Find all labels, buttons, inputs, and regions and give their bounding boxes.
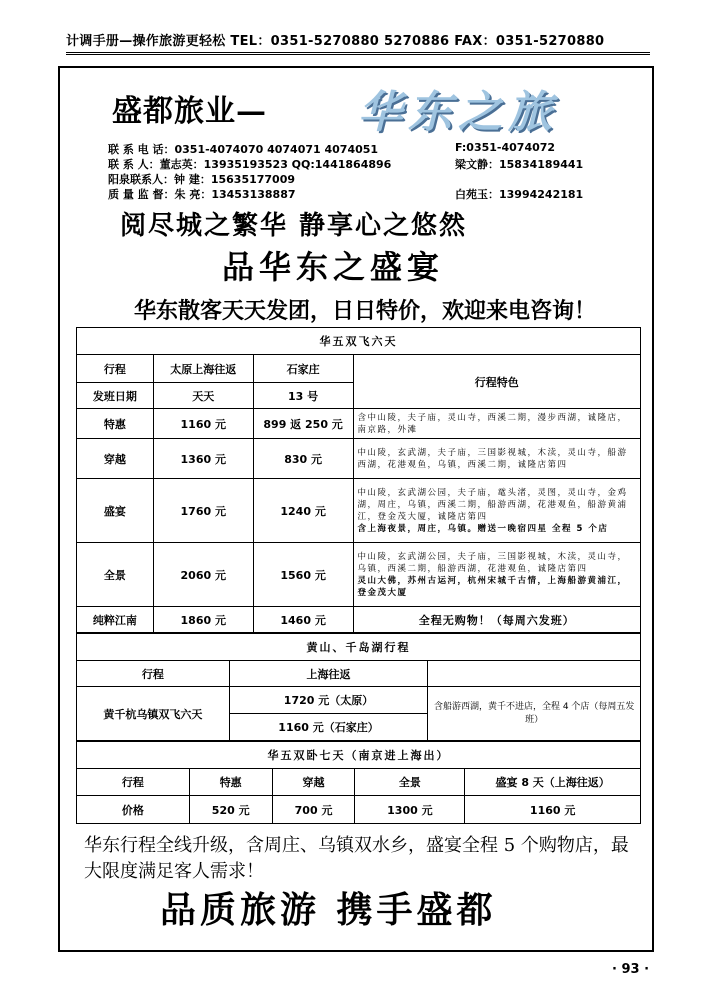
tour-table-2: [76, 633, 641, 741]
table3-h-0: 行程: [77, 769, 190, 796]
table3-title: 华五双卧七天（南京进上海出）: [77, 742, 641, 769]
table-row: [77, 479, 641, 543]
row-name: 全景: [77, 543, 154, 607]
row-price-1: 1860 元: [153, 607, 253, 633]
row-price-1: 2060 元: [153, 543, 253, 607]
row-price-2: 830 元: [253, 439, 353, 479]
table3-price-label: 价格: [77, 796, 190, 824]
table2-price-taiyuan: 1720 元（太原）: [229, 687, 428, 714]
brand-name: 盛都旅业—: [112, 94, 267, 129]
table2-price-shijiazhuang: 1160 元（石家庄）: [229, 714, 428, 741]
contact-line-2: 联 系 人：董志英：13935193523 QQ:1441864896: [108, 158, 392, 171]
contact-fax: F:0351-4074072: [455, 141, 556, 154]
table1-date-1: 天天: [153, 383, 253, 409]
row-name: 盛宴: [77, 479, 154, 543]
table2-blank: [428, 661, 641, 687]
table3-price-1: 700 元: [272, 796, 355, 824]
row-feature: 中山陵，玄武湖，夫子庙，三国影视城，木渎，灵山寺，船游西湖，花港观鱼，乌镇，西溪二期，诚隆店第四: [353, 439, 640, 479]
table-row: [77, 543, 641, 607]
table3-h-4: 盛宴 8 天（上海往返）: [465, 769, 641, 796]
tour-table-1: [76, 327, 641, 633]
row-name: 特惠: [77, 409, 154, 439]
table3-h-3: 全景: [355, 769, 465, 796]
contact-line-3: 阳泉联系人：钟 建：15635177009: [108, 173, 296, 186]
table2-title: 黄山、千岛湖行程: [77, 634, 641, 661]
page-number: · 93 ·: [612, 962, 650, 977]
table1-h-col1: 太原上海往返: [153, 355, 253, 383]
row-feature: 中山陵，玄武湖公园，夫子庙，鼋头渚，灵图，灵山寺，金鸡湖，周庄，乌镇，西溪二期，船游西湖，花港观鱼，船游黄浦江，登金茂大厦，诚隆店第四 含上海夜景，周庄，乌镇。赠送一晚宿四星 全程 5 个店: [353, 479, 640, 543]
table1-date-2: 13 号: [253, 383, 353, 409]
table-row: [77, 439, 641, 479]
table2-note: 含船游西湖，黄千不进店，全程 4 个店（每周五发班）: [428, 687, 641, 741]
table2-route-name: 黄千杭乌镇双飞六天: [77, 687, 230, 741]
contact-line-4: 质 量 监 督：朱 亮：13453138887: [108, 188, 296, 201]
slogan-3: 华东散客天天发团，日日特价，欢迎来电咨询！: [134, 299, 597, 324]
row-feature: 中山陵，玄武湖公园，夫子庙，三国影视城，木渎，灵山寺，乌镇，西溪二期，船游西湖，花港观鱼，诚隆店第四 灵山大佛，苏州古运河，杭州宋城千古情，上海船游黄浦江，登金茂大厦: [353, 543, 640, 607]
tour-table-3: [76, 741, 641, 824]
table3-h-2: 穿越: [272, 769, 355, 796]
contact-line-1: 联 系 电 话：0351-4074070 4074071 4074051: [108, 143, 379, 156]
table2-h-route: 行程: [77, 661, 230, 687]
row-feature: 含中山陵，夫子庙，灵山寺，西溪二期，漫步西湖，诚隆店，南京路，外滩: [353, 409, 640, 439]
footer-slogan: 品质旅游 携手盛都: [160, 889, 497, 931]
table1-title: 华五双飞六天: [77, 328, 641, 355]
row-price-2: 1460 元: [253, 607, 353, 633]
table1-h-route: 行程: [77, 355, 154, 383]
row-price-2: 1560 元: [253, 543, 353, 607]
header-line: 计调手册—操作旅游更轻松 TEL：0351-5270880 5270886 FAX：0351-5270880: [66, 30, 650, 55]
table1-h-date: 发班日期: [77, 383, 154, 409]
table3-h-1: 特惠: [189, 769, 272, 796]
row-name: 纯粹江南: [77, 607, 154, 633]
row-price-2: 899 返 250 元: [253, 409, 353, 439]
footer-note: 华东行程全线升级，含周庄、乌镇双水乡，盛宴全程 5 个购物店，最大限度满足客人需求！: [84, 835, 629, 882]
table-row: [77, 607, 641, 633]
slogan-2: 品华东之盛宴: [222, 248, 445, 286]
row-price-1: 1160 元: [153, 409, 253, 439]
table3-price-0: 520 元: [189, 796, 272, 824]
table1-h-feature: 行程特色: [353, 355, 640, 409]
slogan-1: 阅尽城之繁华 静享心之悠然: [120, 211, 468, 241]
row-name: 穿越: [77, 439, 154, 479]
logo-text: 华东之旅: [358, 87, 558, 138]
table1-h-col2: 石家庄: [253, 355, 353, 383]
table3-price-3: 1160 元: [465, 796, 641, 824]
contact-bai: 白苑玉：13994242181: [455, 188, 584, 201]
row-price-2: 1240 元: [253, 479, 353, 543]
table3-price-2: 1300 元: [355, 796, 465, 824]
row-price-1: 1760 元: [153, 479, 253, 543]
table-row: [77, 409, 641, 439]
contact-liang: 梁文静：15834189441: [455, 158, 584, 171]
row-feature: 全程无购物！（每周六发班）: [353, 607, 640, 633]
row-price-1: 1360 元: [153, 439, 253, 479]
table2-h-shanghai: 上海往返: [229, 661, 428, 687]
